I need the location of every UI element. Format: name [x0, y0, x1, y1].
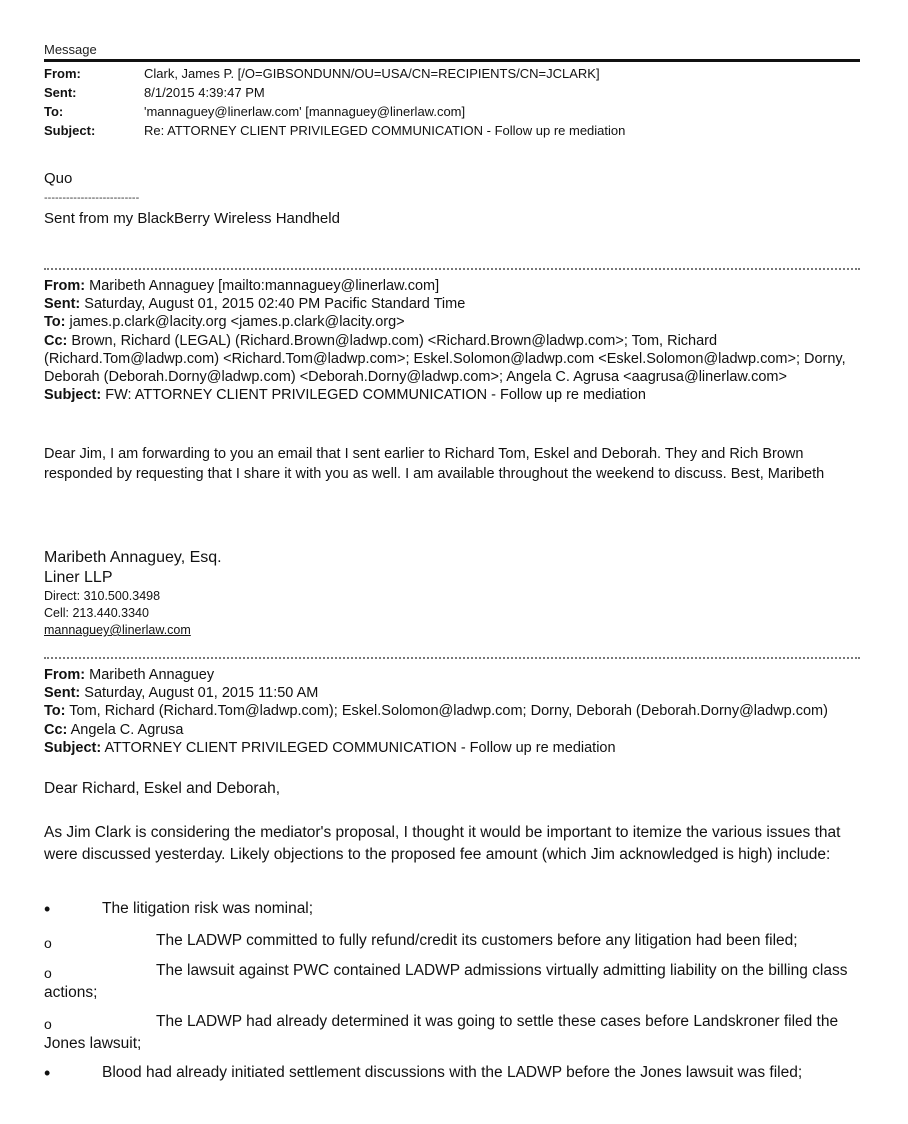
sub-bullet-icon: o [44, 935, 52, 951]
list-item-text: The LADWP had already determined it was going to settle these cases before Landskroner filed the Jones lawsuit; [44, 1013, 839, 1052]
original-to-line [44, 702, 874, 720]
header-subject-value: Re: ATTORNEY CLIENT PRIVILEGED COMMUNICATION - Follow up re mediation [144, 123, 626, 138]
original-header [44, 666, 874, 757]
original-subject-value: ATTORNEY CLIENT PRIVILEGED COMMUNICATION - Follow up re mediation [104, 739, 616, 756]
header-to-row [44, 102, 864, 121]
signature-email-link[interactable]: mannaguey@linerlaw.com [44, 623, 191, 637]
forward-body: Dear Jim, I am forwarding to you an email that I sent earlier to Richard Tom, Eskel and Deborah. They and Rich Brown responded by requesting that I share it with you as well. I am available throughout the weekend to discuss. Best, Maribeth [44, 446, 825, 482]
original-cc-label: Cc: [44, 721, 68, 738]
forward-header [44, 277, 864, 404]
reply-text: Quo [44, 170, 73, 187]
original-to-value: Tom, Richard (Richard.Tom@ladwp.com); Eskel.Solomon@ladwp.com; Dorny, Deborah (Deborah.Dorny@ladwp.com) [69, 703, 828, 720]
forward-from-label: From: [44, 278, 86, 294]
list-item-text: Blood had already initiated settlement discussions with the LADWP before the Jones lawsuit was filed; [102, 1064, 803, 1081]
original-intro: As Jim Clark is considering the mediator's proposal, I thought it would be important to itemize the various issues that were discussed yesterday. Likely objections to the proposed fee amount (which Jim acknowledged is high) include: [44, 824, 841, 863]
original-to-label: To: [44, 703, 66, 720]
original-subject-line [44, 739, 874, 757]
forward-to-label: To: [44, 314, 66, 331]
forward-cc-value: Brown, Richard (LEGAL) (Richard.Brown@ladwp.com) <Richard.Brown@ladwp.com>; Tom, Richard (Richard.Tom@ladwp.com) <Richard.Tom@ladwp.com>; Eskel.Solomon@ladwp.com <Eskel.Solomon@ladwp.com>; Dorny, Deborah (Deborah.Dorny@ladwp.com) <Deborah.Dorny@ladwp.com>; Angela C. Agrusa <aagrusa@linerlaw.com> [44, 332, 846, 386]
list-item [44, 930, 864, 952]
forward-subject-label: Subject: [44, 387, 102, 404]
original-cc-value: Angela C. Agrusa [70, 721, 184, 738]
message-title: Message [44, 42, 97, 57]
header-to-label: To: [44, 104, 64, 119]
bullet-icon: • [44, 1063, 51, 1083]
forward-from-line [44, 277, 864, 295]
header-sent-value: 8/1/2015 4:39:47 PM [144, 85, 265, 100]
sub-bullet-icon: o [44, 1016, 52, 1032]
header-from-value: Clark, James P. [/O=GIBSONDUNN/OU=USA/CN=RECIPIENTS/CN=JCLARK] [144, 66, 600, 81]
header-sent-label: Sent: [44, 85, 77, 100]
original-from-label: From: [44, 667, 86, 683]
list-item-text: The lawsuit against PWC contained LADWP admissions virtually admitting liability on the billing class actions; [44, 962, 848, 1001]
signature-firm: Liner LLP [44, 569, 113, 586]
list-item-text: The litigation risk was nominal; [102, 900, 314, 917]
original-sent-label: Sent: [44, 685, 81, 702]
original-sent-line [44, 684, 874, 702]
list-item [44, 960, 864, 1004]
header-sent-row [44, 83, 864, 102]
original-greeting: Dear Richard, Eskel and Deborah, [44, 780, 281, 797]
signature-cell: Cell: 213.440.3340 [44, 606, 149, 620]
bullet-icon: • [44, 899, 51, 919]
signature-block [44, 548, 222, 639]
list-item [44, 1011, 864, 1055]
header-subject-row [44, 121, 864, 140]
dotted-divider-1 [44, 268, 860, 270]
signature-name: Maribeth Annaguey, Esq. [44, 549, 222, 566]
original-sent-value: Saturday, August 01, 2015 11:50 AM [84, 685, 319, 702]
sub-bullet-icon: o [44, 965, 52, 981]
list-item [44, 1062, 864, 1084]
forward-to-value: james.p.clark@lacity.org <james.p.clark@lacity.org> [69, 314, 405, 331]
forward-sent-value: Saturday, August 01, 2015 02:40 PM Pacific Standard Time [84, 296, 466, 313]
forward-subject-line [44, 386, 864, 404]
header-from-row [44, 64, 864, 83]
header-rule [44, 59, 860, 62]
reply-device-signature: Sent from my BlackBerry Wireless Handheld [44, 210, 340, 227]
header-to-value: 'mannaguey@linerlaw.com' [mannaguey@linerlaw.com] [144, 104, 466, 119]
forward-from-value: Maribeth Annaguey [mailto:mannaguey@linerlaw.com] [89, 278, 440, 294]
dotted-divider-2 [44, 657, 860, 659]
original-subject-label: Subject: [44, 739, 102, 756]
forward-cc-line [44, 332, 864, 387]
reply-separator: -------------------------- [44, 192, 140, 204]
forward-sent-label: Sent: [44, 296, 81, 313]
list-item [44, 898, 864, 920]
signature-direct: Direct: 310.500.3498 [44, 589, 161, 603]
header-subject-label: Subject: [44, 123, 96, 138]
message-header [44, 64, 864, 140]
original-cc-line [44, 721, 874, 739]
forward-sent-line [44, 295, 864, 313]
forward-cc-label: Cc: [44, 332, 68, 349]
original-from-line [44, 666, 874, 684]
list-item-text: The LADWP committed to fully refund/credit its customers before any litigation had been filed; [156, 932, 798, 949]
header-from-label: From: [44, 66, 81, 81]
forward-to-line [44, 313, 864, 331]
original-from-value: Maribeth Annaguey [89, 667, 215, 683]
forward-subject-value: FW: ATTORNEY CLIENT PRIVILEGED COMMUNICATION - Follow up re mediation [105, 387, 646, 404]
